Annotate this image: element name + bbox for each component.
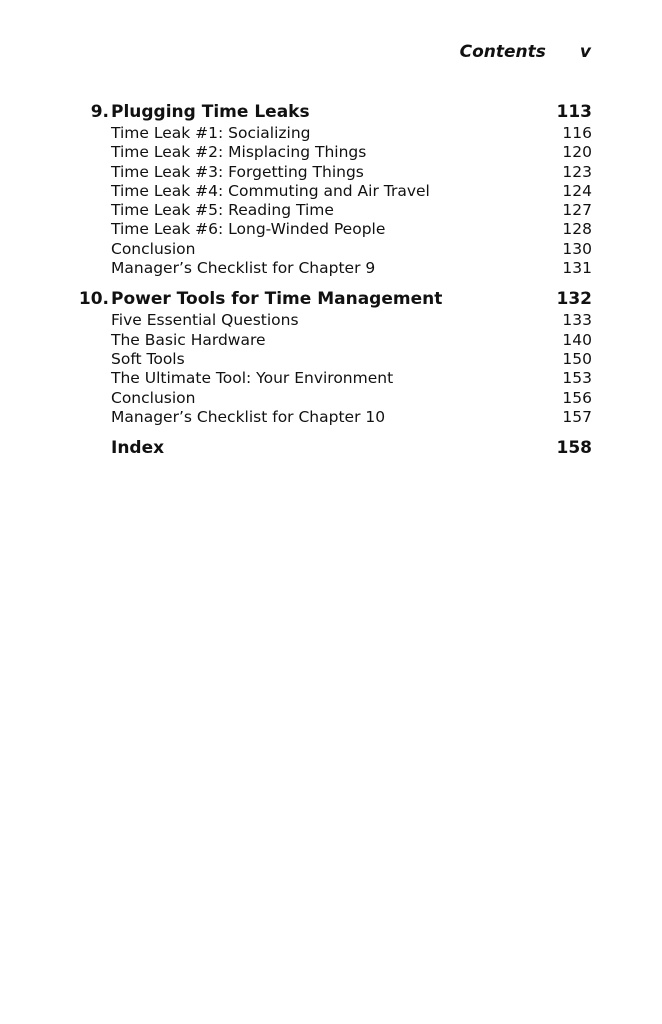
entry-page: 133	[562, 311, 592, 330]
entry-title: The Ultimate Tool: Your Environment	[111, 369, 394, 388]
toc-entry[interactable]	[70, 389, 592, 408]
toc-entry[interactable]	[70, 182, 592, 201]
chapter-number: 10.	[78, 289, 109, 310]
chapter-page: 132	[556, 289, 592, 310]
chapter-page: 113	[556, 102, 592, 122]
entry-title: Five Essential Questions	[111, 311, 299, 330]
toc-entry[interactable]	[70, 201, 592, 220]
chapter-title: Plugging Time Leaks	[111, 102, 310, 122]
chapter-title: Power Tools for Time Management	[111, 289, 443, 310]
entry-title: The Basic Hardware	[111, 330, 266, 349]
toc-entry[interactable]	[70, 311, 592, 330]
entry-page: 157	[562, 407, 592, 426]
toc-entry[interactable]	[70, 143, 592, 162]
entry-title: Manager’s Checklist for Chapter 10	[111, 407, 386, 426]
chapter-heading[interactable]	[70, 100, 592, 124]
entry-title: Time Leak #5: Reading Time	[111, 201, 334, 220]
toc-entry[interactable]	[70, 408, 592, 427]
entry-title: Conclusion	[111, 388, 196, 407]
toc-entry[interactable]	[70, 163, 592, 182]
toc-entry[interactable]	[70, 220, 592, 239]
entry-page: 156	[562, 388, 592, 407]
entry-page: 127	[562, 201, 592, 220]
index-title: Index	[111, 438, 165, 459]
entry-page: 131	[562, 259, 592, 278]
toc-entry[interactable]	[70, 124, 592, 143]
running-head	[0, 42, 591, 62]
entry-page: 123	[562, 162, 592, 181]
toc-entry[interactable]	[70, 331, 592, 350]
chapter-9	[70, 100, 592, 278]
running-head-page-number: v	[579, 42, 591, 62]
chapter-number: 9.	[90, 102, 109, 122]
toc-entry[interactable]	[70, 369, 592, 388]
entry-title: Soft Tools	[111, 349, 185, 368]
index-page: 158	[556, 438, 592, 459]
toc-entry[interactable]	[70, 240, 592, 259]
entry-page: 124	[562, 181, 592, 200]
entry-page: 120	[562, 143, 592, 162]
toc-entry[interactable]	[70, 350, 592, 369]
entry-title: Conclusion	[111, 239, 196, 258]
chapter-heading[interactable]	[70, 287, 592, 311]
entry-page: 153	[562, 369, 592, 388]
entry-page: 130	[562, 239, 592, 258]
index-entry[interactable]	[70, 436, 592, 460]
toc-entry[interactable]	[70, 259, 592, 278]
entry-page: 150	[562, 349, 592, 368]
entry-title: Time Leak #2: Misplacing Things	[111, 143, 367, 162]
entry-page: 116	[562, 124, 592, 142]
entry-page: 140	[562, 330, 592, 349]
entry-title: Manager’s Checklist for Chapter 9	[111, 259, 376, 278]
entry-title: Time Leak #6: Long-Winded People	[111, 220, 386, 239]
entry-page: 128	[562, 220, 592, 239]
chapter-10	[70, 287, 592, 427]
running-head-title: Contents	[459, 42, 546, 62]
entry-title: Time Leak #3: Forgetting Things	[111, 162, 364, 181]
entry-title: Time Leak #1: Socializing	[111, 124, 311, 142]
table-of-contents	[70, 100, 592, 460]
entry-title: Time Leak #4: Commuting and Air Travel	[111, 181, 430, 200]
